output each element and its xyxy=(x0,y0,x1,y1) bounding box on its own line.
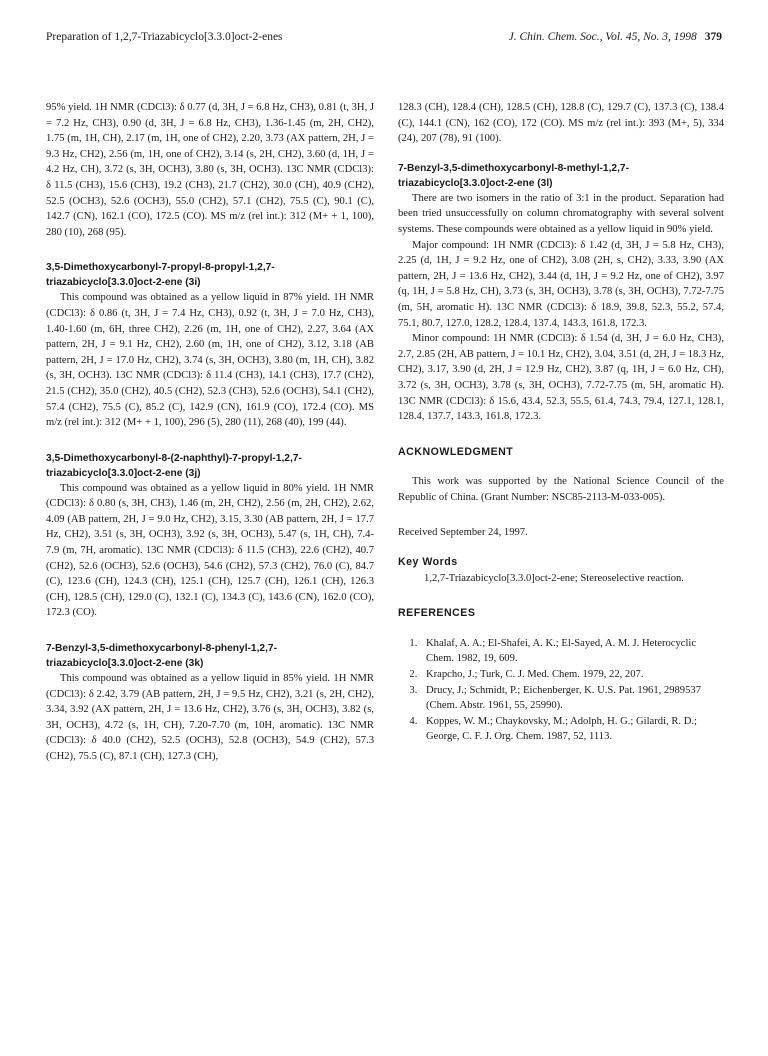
journal-citation xyxy=(509,30,722,46)
compound-3k-heading: 7-Benzyl-3,5-dimethoxycarbonyl-8-phenyl-1,2,7-triazabicyclo[3.3.0]oct-2-ene (3k) xyxy=(46,643,277,670)
page-number: 379 xyxy=(704,31,722,43)
page-header xyxy=(46,30,722,48)
compound-3l-major: Major compound: 1H NMR (CDCl3): δ 1.42 (d, 3H, J = 5.8 Hz, CH3), 2.25 (d, 1H, J = 9.2 Hz, one of CH2), 3.08 (2H, s, CH2), 3.33, 3.90 (AX pattern, 2H, J = 13.6 Hz, CH2), 3.44 (d, 1H, J = 9.2 Hz, one of CH2), 3.97 (q, 1H, J = 5.8 Hz, CH), 3.73 (s, 3H, OCH3), 3.78 (s, 3H, OCH3), 7.72-7.75 (m, 5H, aromatic H). 13C NMR (CDCl3): δ 18.9, 39.8, 52.3, 55.2, 57.4, 75.1, 80.7, 127.0, 128.2, 128.4, 137.4, 143.3, 161.8, 172.3. xyxy=(398,239,724,329)
compound-3l-minor: Minor compound: 1H NMR (CDCl3): δ 1.54 (d, 3H, J = 6.0 Hz, CH3), 2.7, 2.85 (2H, AB pattern, J = 10.1 Hz, CH2), 3.04, 3.51 (d, 2H, J = 18.3 Hz, CH2), 3.17, 3.90 (d, 2H, J = 12.9 Hz, CH2), 3.87 (q, 1H, J = 6.0 Hz, CH), 3.72 (s, 3H, OCH3), 3.78 (s, 3H, OCH3), 7.72-7.75 (m, 5H, aromatic H). 13C NMR (CDCl3): δ 15.6, 43.4, 52.3, 55.5, 61.4, 74.3, 79.4, 127.1, 128.1, 128.4, 137.7, 143.3, 161.8, 172.3. xyxy=(398,333,724,423)
received-date: Received September 24, 1997. xyxy=(398,527,528,539)
compound-3l-intro: There are two isomers in the ratio of 3:1 in the product. Separation had been tried unsuccessfully on column chromatography with several solvent systems. These compounds were obtained as a yellow liquid in 90% yield. xyxy=(398,192,724,235)
continued-paragraph-right: 128.3 (CH), 128.4 (CH), 128.5 (CH), 128.8 (C), 129.7 (C), 137.3 (C), 138.4 (C), 144.1 (CN), 162 (CO), 172 (CO). MS m/z (rel int.): 393 (M+, 5), 334 (24), 207 (78), 91 (100). xyxy=(398,102,724,145)
compound-3l-heading: 7-Benzyl-3,5-dimethoxycarbonyl-8-methyl-1,2,7-triazabicyclo[3.3.0]oct-2-ene (3l) xyxy=(398,162,629,189)
references-list xyxy=(398,636,724,745)
reference-item: 3. Drucy, J.; Schmidt, P.; Eichenberger, K. U.S. Pat. 1961, 2989537 (Chem. Abstr. 1961, 55, 25990). xyxy=(420,683,724,714)
compound-3j-body: This compound was obtained as a yellow liquid in 80% yield. 1H NMR (CDCl3): δ 0.80 (s, 3H, CH3), 1.46 (m, 2H, CH2), 2.56 (m, 2H, CH2), 2.62, 4.09 (AB pattern, 2H, J = 9.0 Hz, CH2), 3.15, 3.30 (AB pattern, 2H, J = 17.7 Hz, CH2), 3.51 (s, 3H, OCH3), 3.92 (s, 3H, OCH3), 5.47 (s, 1H, CH), 7.4-7.9 (m, 7H, aromatic). 13C NMR (CDCl3): δ 11.5 (CH3), 22.6 (CH2), 40.7 (CH2), 52.6 (OCH3), 52.6 (OCH3), 54.6 (CH2), 57.3 (CH2), 76.0 (C), 84.7 (C), 123.6 (CH), 124.3 (CH), 125.1 (CH), 125.7 (CH), 126.1 (CH), 126.3 (CH), 128.5 (CH), 129.0 (C), 132.1 (C), 134.3 (C), 143.6 (CN), 162.0 (CO), 172.3 (CO). xyxy=(46,482,374,619)
continued-paragraph: 95% yield. 1H NMR (CDCl3): δ 0.77 (d, 3H, J = 6.8 Hz, CH3), 0.81 (t, 3H, J = 7.2 Hz, CH3), 0.90 (d, 3H, J = 6.8 Hz, CH3), 1.36-1.45 (m, 2H, CH2), 1.75 (m, 1H, CH), 2.17 (m, 1H, one of CH2), 2.20, 3.73 (AX pattern, 2H, J = 9.3 Hz, CH2), 2.56 (m, 1H, one of CH2), 3.14 (s, 2H, CH2), 3.60 (d, 1H, J = 4.2 Hz, CH), 3.72 (s, 3H, OCH3), 3.80 (s, 3H, OCH3). 13C NMR (CDCl3): δ 11.5 (CH3), 15.6 (CH3), 19.2 (CH3), 21.7 (CH2), 30.0 (CH), 40.9 (CH2), 52.5 (OCH3), 52.6 (OCH3), 55.0 (CH2), 57.1 (CH2), 75.5 (C), 90.1 (C), 142.7 (CN), 162.1 (CO), 172.5 (CO). MS m/z (rel int.): 312 (M+ + 1, 100), 280 (10), 268 (95). xyxy=(46,102,374,238)
compound-3k-body: This compound was obtained as a yellow liquid in 85% yield. 1H NMR (CDCl3): δ 2.42, 3.79 (AB pattern, 2H, J = 9.5 Hz, CH2), 3.21 (s, 2H, CH2), 3.34, 3.92 (AX pattern, 2H, J = 13.6 Hz, CH2), 3.76 (s, 3H, OCH3), 3.82 (s, 3H, OCH3), 4.72 (s, 1H, CH), 7.20-7.70 (m, 10H, aromatic). 13C NMR (CDCl3): δ 40.0 (CH2), 52.5 (OCH3), 52.8 (OCH3), 54.9 (CH2), 57.3 (CH2), 75.5 (C), 87.1 (CH), 127.3 (CH), xyxy=(46,673,374,762)
reference-item: 1. Khalaf, A. A.; El-Shafei, A. K.; El-Sayed, A. M. J. Heterocyclic Chem. 1982, 19, 609. xyxy=(420,636,724,667)
acknowledgment-heading: ACKNOWLEDGMENT xyxy=(398,445,514,458)
references-heading: REFERENCES xyxy=(398,607,476,620)
journal-name: J. Chin. Chem. Soc., Vol. 45, No. 3, 1998 xyxy=(508,31,697,43)
compound-3j-heading: 3,5-Dimethoxycarbonyl-8-(2-naphthyl)-7-propyl-1,2,7-triazabicyclo[3.3.0]oct-2-ene (3j) xyxy=(46,452,302,479)
acknowledgment-body: This work was supported by the National Science Council of the Republic of China. (Grant Number: NSC85-2113-M-033-005). xyxy=(398,476,724,503)
compound-3i-heading: 3,5-Dimethoxycarbonyl-7-propyl-8-propyl-1,2,7-triazabicyclo[3.3.0]oct-2-ene (3i) xyxy=(46,262,275,289)
reference-item: 4. Koppes, W. M.; Chaykovsky, M.; Adolph, H. G.; Gilardi, R. D.; George, C. F. J. Org. Chem. 1987, 52, 1113. xyxy=(420,714,724,745)
reference-item: 2. Krapcho, J.; Turk, C. J. Med. Chem. 1979, 22, 207. xyxy=(420,667,724,683)
right-column xyxy=(398,100,724,745)
compound-3i-body: This compound was obtained as a yellow liquid in 87% yield. 1H NMR (CDCl3): δ 0.86 (t, 3H, J = 7.4 Hz, CH3), 0.92 (t, 3H, J = 7.0 Hz, CH3), 1.40-1.60 (m, 6H, three CH2), 2.26 (m, 1H, one of CH2), 2.27, 3.64 (AX pattern, 2H, J = 9.1 Hz, CH2), 2.60 (m, 1H, one of CH2), 3.12, 3.18 (AB pattern, 2H, J = 17.0 Hz, CH2), 3.74 (s, 3H, OCH3), 3.80 (m, 1H, CH), 3.82 (s, 3H, OCH3). 13C NMR (CDCl3): δ 11.4 (CH3), 14.1 (CH3), 17.7 (CH2), 21.5 (CH2), 35.0 (CH2), 40.5 (CH2), 52.3 (CH3), 52.6 (OCH3), 54.1 (CH2), 57.4 (CH2), 75.5 (C), 85.2 (C), 142.9 (CN), 161.9 (CO), 172.4 (CO). MS m/z (rel int.): 312 (M+ + 1, 100), 296 (5), 280 (11), 268 (40), 199 (44). xyxy=(46,292,374,429)
key-words-body: 1,2,7-Triazabicyclo[3.3.0]oct-2-ene; Stereoselective reaction. xyxy=(424,572,684,584)
running-title: Preparation of 1,2,7-Triazabicyclo[3.3.0]oct-2-enes xyxy=(46,31,283,43)
left-column xyxy=(46,100,374,765)
key-words-heading: Key Words xyxy=(398,556,458,569)
